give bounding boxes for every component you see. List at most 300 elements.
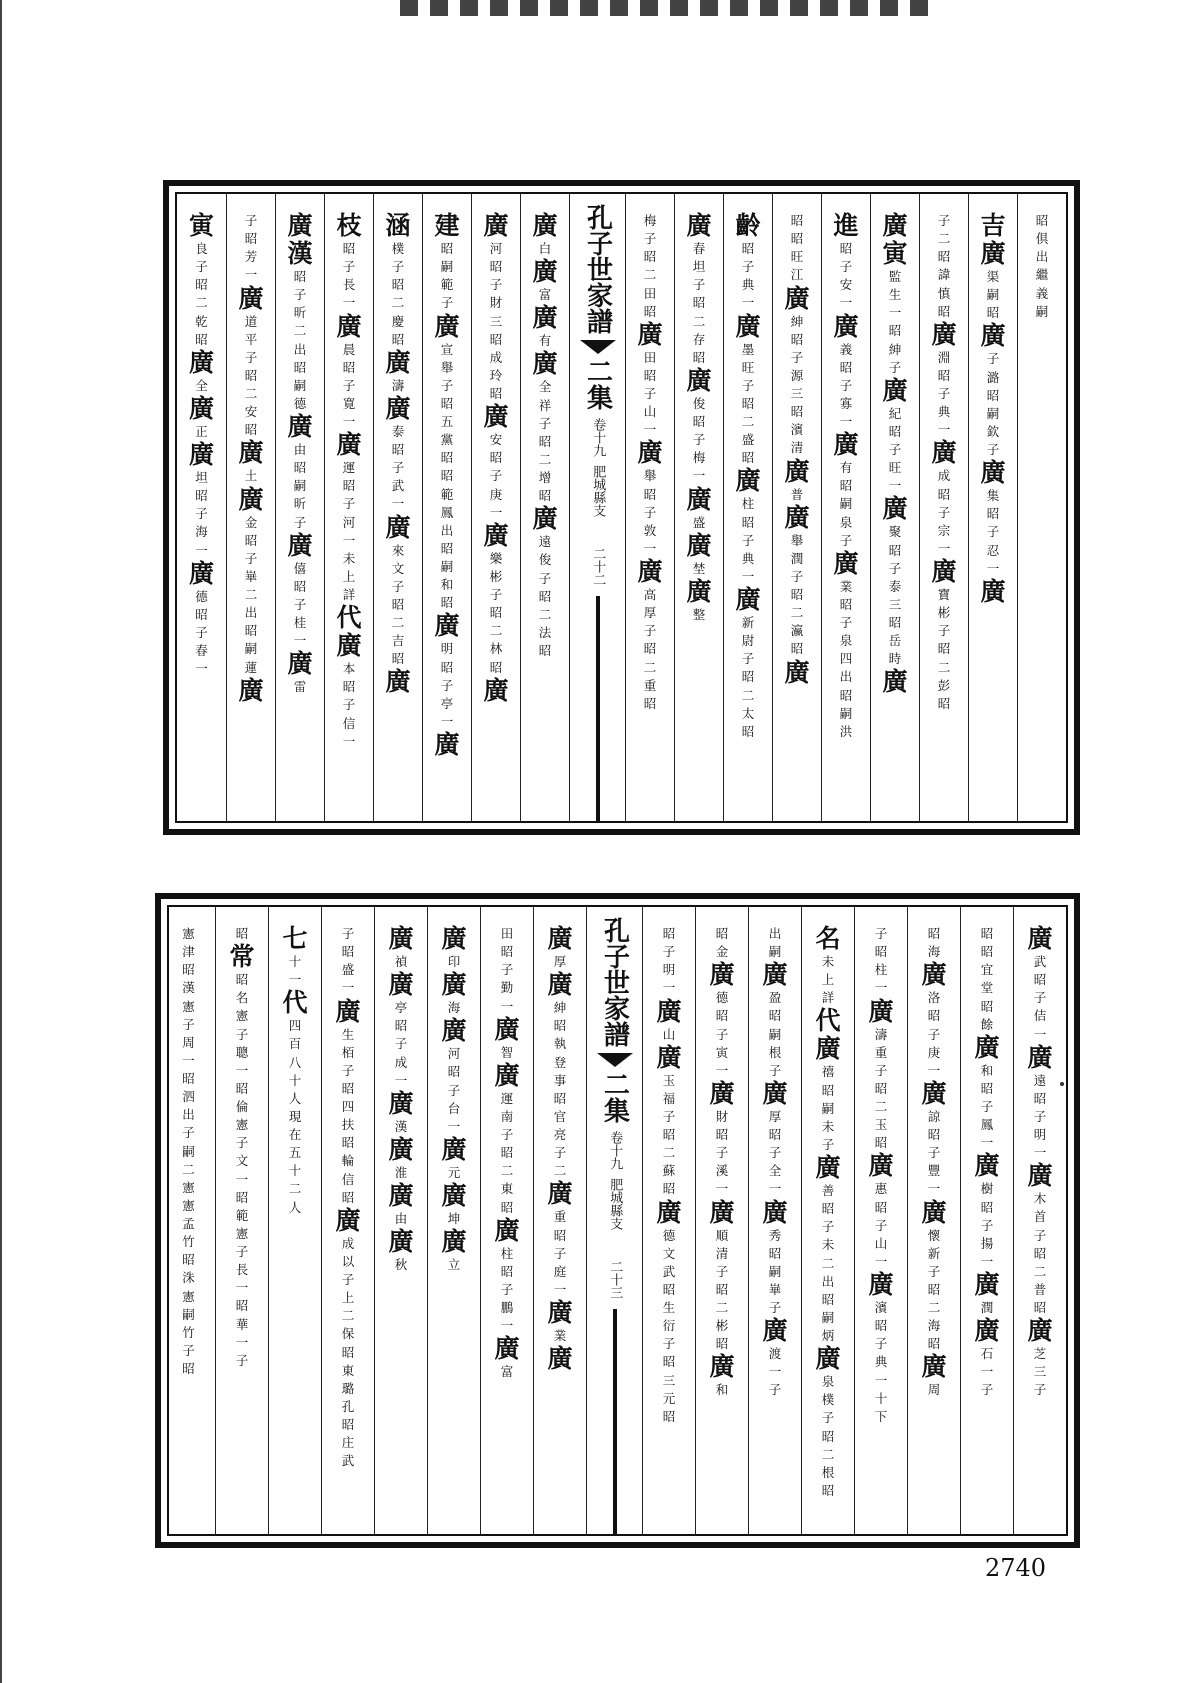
genealogy-char: 瀛 (790, 623, 804, 639)
genealogy-char: 子 (391, 578, 405, 594)
genealogy-char: 廣 (709, 1078, 735, 1108)
genealogy-char: 出 (293, 341, 307, 357)
genealogy-char: 昭 (489, 386, 503, 401)
genealogy-char: 子 (489, 587, 503, 602)
genealogy-char: 一 (235, 1334, 249, 1350)
genealogy-char: 一 (1033, 1145, 1047, 1161)
genealogy-char: 普 (790, 486, 804, 502)
genealogy-char: 子 (293, 287, 307, 303)
genealogy-char: 昭 (874, 944, 888, 960)
genealogy-char: 廣 (532, 303, 558, 333)
text-column (1013, 907, 1066, 1534)
text-column (625, 194, 674, 821)
genealogy-char: 昭 (927, 1008, 941, 1024)
genealogy-char: 二 (643, 659, 657, 675)
genealogy-char: 崋 (244, 568, 258, 584)
genealogy-char: 信 (341, 1171, 355, 1187)
genealogy-char: 昭 (821, 1201, 835, 1217)
genealogy-char: 子 (874, 1062, 888, 1078)
genealogy-char: 子 (937, 213, 951, 228)
genealogy-char: 子 (538, 415, 552, 431)
genealogy-char: 建 (434, 211, 460, 240)
genealogy-char: 昭 (341, 1135, 355, 1151)
genealogy-char: 重 (874, 1044, 888, 1060)
genealogy-char: 廣 (762, 1197, 788, 1227)
genealogy-char: 子 (927, 1263, 941, 1279)
genealogy-char: 嗣 (821, 1309, 835, 1325)
genealogy-char: 盛 (692, 514, 706, 530)
genealogy-char: 子 (1033, 990, 1047, 1006)
genealogy-char: 典 (741, 277, 755, 293)
genealogy-char: 三 (489, 313, 503, 329)
genealogy-char: 明 (1033, 1127, 1047, 1142)
genealogy-char: 遠 (538, 534, 552, 550)
text-column (215, 907, 268, 1534)
genealogy-char: 二 (821, 1446, 835, 1462)
genealogy-char: 上 (342, 568, 356, 584)
genealogy-char: 昭 (643, 695, 657, 711)
genealogy-char: 諱 (937, 267, 951, 283)
page-b-columns (169, 907, 1066, 1534)
genealogy-char: 未 (342, 550, 356, 566)
genealogy-char: 八 (288, 1054, 302, 1070)
genealogy-char: 坦 (692, 259, 706, 275)
genealogy-char: 子 (768, 1062, 782, 1078)
genealogy-char: 二 (391, 295, 405, 311)
genealogy-char: 盈 (768, 990, 782, 1006)
genealogy-char: 渡 (768, 1346, 782, 1362)
genealogy-char: 廣 (385, 667, 411, 697)
genealogy-char: 旺 (790, 249, 804, 265)
genealogy-char: 昭 (821, 1291, 835, 1307)
genealogy-char: 廣 (238, 438, 264, 468)
text-column (422, 194, 471, 821)
genealogy-char: 亮 (553, 1127, 567, 1142)
genealogy-char: 廣 (441, 1227, 467, 1257)
genealogy-char: 上 (821, 972, 835, 988)
genealogy-char: 昭 (293, 460, 307, 476)
genealogy-char: 昕 (293, 496, 307, 512)
genealogy-char: 昭 (927, 1336, 941, 1352)
genealogy-char: 業 (839, 578, 853, 594)
genealogy-char: 昭 (342, 478, 356, 494)
genealogy-char: 諒 (927, 1108, 941, 1124)
genealogy-char: 出 (182, 1107, 195, 1123)
genealogy-char: 廣 (1027, 924, 1053, 953)
genealogy-char: 廣 (483, 211, 509, 240)
genealogy-char: 子 (741, 651, 755, 667)
genealogy-char: 道 (244, 313, 258, 329)
genealogy-char: 山 (643, 404, 657, 420)
genealogy-char: 二 (244, 386, 258, 401)
text-column (373, 194, 422, 821)
genealogy-char: 廣 (434, 311, 460, 341)
genealogy-char: 金 (244, 514, 258, 530)
genealogy-char: 福 (662, 1090, 676, 1106)
genealogy-char: 寅 (188, 211, 214, 240)
genealogy-char: 廣 (686, 484, 712, 514)
genealogy-char: 文 (235, 1153, 249, 1169)
genealogy-char: 二 (341, 1308, 355, 1324)
genealogy-char: 和 (440, 577, 454, 593)
genealogy-char: 廣 (868, 1151, 894, 1181)
genealogy-char: 五 (440, 414, 454, 429)
genealogy-char: 子 (489, 277, 503, 293)
genealogy-char: 昭 (839, 241, 853, 256)
genealogy-char: 子 (874, 1336, 888, 1352)
genealogy-char: 出 (1035, 249, 1049, 265)
genealogy-char: 子 (741, 259, 755, 275)
genealogy-char: 來 (391, 542, 405, 558)
genealogy-char: 一 (244, 267, 258, 283)
genealogy-char: 昭 (692, 349, 706, 365)
genealogy-char: 四 (341, 1099, 355, 1114)
genealogy-char: 昭 (662, 1181, 676, 1197)
genealogy-char: 子 (1033, 1108, 1047, 1124)
genealogy-char: 昭 (839, 359, 853, 375)
genealogy-char: 廣 (868, 996, 894, 1026)
genealogy-char: 秋 (394, 1257, 408, 1273)
genealogy-char: 廣 (921, 1078, 947, 1108)
genealogy-char: 一 (235, 1062, 249, 1078)
genealogy-char: 坤 (447, 1211, 461, 1226)
genealogy-char: 昭 (643, 249, 657, 265)
fish-tail-marker (597, 1053, 633, 1067)
fish-tail-marker (580, 340, 616, 354)
genealogy-char: 泰 (391, 423, 405, 439)
genealogy-char: 昭 (500, 1145, 514, 1161)
genealogy-page-a (163, 180, 1080, 835)
genealogy-char: 舉 (790, 532, 804, 548)
genealogy-char: 一 (741, 295, 755, 311)
genealogy-char: 昭 (489, 331, 503, 347)
genealogy-char: 海 (195, 524, 208, 540)
genealogy-char: 昭 (715, 1008, 729, 1024)
genealogy-char: 一 (394, 1072, 408, 1088)
genealogy-char: 子 (927, 1026, 941, 1042)
genealogy-char: 一 (195, 661, 208, 677)
genealogy-char: 廣 (931, 438, 957, 468)
genealogy-char: 一 (489, 504, 503, 520)
genealogy-char: 嗣 (986, 405, 1000, 421)
genealogy-char: 立 (447, 1257, 461, 1273)
genealogy-char: 津 (182, 944, 195, 960)
genealogy-char: 子 (715, 1026, 729, 1042)
genealogy-char: 炳 (821, 1328, 835, 1343)
genealogy-char: 廣 (882, 375, 908, 405)
genealogy-char: 昭 (874, 1080, 888, 1096)
genealogy-char: 以 (341, 1253, 355, 1269)
text-column (772, 194, 821, 821)
genealogy-char: 廣 (483, 675, 509, 705)
genealogy-char: 泉 (839, 633, 853, 649)
genealogy-char: 泗 (182, 1089, 195, 1105)
genealogy-char: 廣 (385, 393, 411, 423)
genealogy-char: 吉 (391, 633, 405, 649)
genealogy-char: 法 (538, 624, 552, 640)
genealogy-char: 濤 (391, 377, 405, 393)
genealogy-char: 子 (342, 377, 356, 393)
text-column (968, 194, 1017, 821)
genealogy-char: 鳳 (980, 1117, 994, 1133)
genealogy-char: 子 (489, 468, 503, 484)
genealogy-char: 良 (195, 241, 208, 256)
genealogy-char: 廣 (287, 412, 313, 441)
genealogy-char: 子 (692, 432, 706, 448)
genealogy-char: 嗣 (293, 377, 307, 393)
genealogy-char: 土 (244, 468, 258, 484)
genealogy-char: 廣 (709, 1352, 735, 1382)
genealogy-char: 子 (662, 1336, 676, 1352)
text-column (177, 194, 226, 821)
genealogy-char: 憲 (235, 1008, 249, 1024)
genealogy-char: 三 (790, 386, 804, 401)
center-spine (586, 907, 642, 1534)
genealogy-char: 一 (500, 1318, 514, 1334)
genealogy-char: 廣 (335, 1205, 361, 1235)
genealogy-char: 倶 (1035, 231, 1049, 247)
genealogy-char: 南 (500, 1108, 514, 1124)
genealogy-char: 廣 (434, 730, 460, 759)
genealogy-char: 昭 (244, 532, 258, 548)
genealogy-char: 子 (986, 524, 1000, 540)
genealogy-char: 代 (282, 988, 308, 1018)
genealogy-char: 財 (489, 295, 503, 311)
genealogy-char: 憲 (182, 1288, 195, 1304)
genealogy-char: 一 (500, 998, 514, 1014)
genealogy-char: 旺 (888, 460, 902, 476)
genealogy-char: 昭 (986, 506, 1000, 522)
genealogy-char: 子 (342, 697, 356, 713)
genealogy-char: 子 (440, 295, 454, 311)
genealogy-char: 廣 (287, 211, 313, 240)
genealogy-char: 昭 (1033, 1245, 1047, 1261)
genealogy-char: 成 (394, 1054, 408, 1070)
genealogy-char: 未 (821, 954, 835, 969)
genealogy-char: 一 (874, 980, 888, 996)
genealogy-char: 嗣 (293, 478, 307, 494)
genealogy-char: 二 (937, 231, 951, 247)
genealogy-char: 人 (288, 1199, 302, 1215)
genealogy-char: 昭 (394, 1018, 408, 1034)
genealogy-char: 樸 (391, 241, 405, 256)
genealogy-char: 昭 (874, 1318, 888, 1334)
genealogy-char: 有 (839, 460, 853, 476)
genealogy-char: 廣 (388, 1088, 414, 1118)
genealogy-char: 木 (1033, 1191, 1047, 1207)
genealogy-char: 昭 (489, 605, 503, 621)
genealogy-char: 廣 (686, 576, 712, 606)
genealogy-char: 廣 (974, 1316, 1000, 1346)
genealogy-char: 昭 (235, 1189, 249, 1205)
genealogy-char: 昭 (741, 450, 755, 466)
juan-label: 卷十九 (590, 418, 606, 457)
genealogy-char: 廣 (637, 557, 663, 586)
text-column (821, 194, 870, 821)
genealogy-char: 昭 (662, 926, 676, 941)
genealogy-char: 惠 (874, 1181, 888, 1197)
genealogy-char: 武 (662, 1263, 676, 1279)
genealogy-char: 廣 (441, 1181, 467, 1210)
genealogy-char: 範 (440, 486, 454, 502)
genealogy-char: 亭 (394, 1000, 408, 1016)
genealogy-char: 廣 (532, 504, 558, 534)
genealogy-char: 昭 (391, 277, 405, 293)
genealogy-char: 子 (235, 1244, 249, 1259)
genealogy-char: 重 (643, 677, 657, 693)
genealogy-char: 栢 (341, 1044, 355, 1060)
genealogy-char: 廣 (686, 530, 712, 560)
genealogy-char: 昭 (662, 1127, 676, 1142)
genealogy-char: 桂 (293, 615, 307, 630)
genealogy-char: 昭 (440, 468, 454, 484)
genealogy-char: 河 (342, 514, 356, 530)
genealogy-char: 子 (553, 1145, 567, 1161)
genealogy-char: 一 (342, 295, 356, 311)
text-column (167, 907, 215, 1534)
genealogy-char: 一 (986, 560, 1000, 576)
genealogy-char: 進 (833, 211, 859, 240)
genealogy-char: 尉 (741, 633, 755, 649)
genealogy-char: 嗣 (1035, 303, 1049, 319)
genealogy-char: 昭 (195, 488, 208, 504)
genealogy-char: 安 (839, 277, 853, 293)
genealogy-char: 廣 (434, 611, 460, 641)
genealogy-char: 一 (927, 1181, 941, 1197)
genealogy-char: 昭 (980, 998, 994, 1014)
genealogy-char: 廣 (762, 960, 788, 990)
text-column (471, 194, 520, 821)
genealogy-char: 廣 (238, 675, 264, 705)
text-column (723, 194, 772, 821)
genealogy-char: 高 (643, 587, 657, 602)
text-column (275, 194, 324, 821)
genealogy-char: 子 (692, 277, 706, 293)
genealogy-char: 一 (888, 305, 902, 321)
genealogy-char: 子 (244, 349, 258, 365)
genealogy-char: 二 (553, 1163, 567, 1179)
genealogy-char: 十 (288, 1163, 302, 1179)
genealogy-char: 子 (768, 1382, 782, 1398)
genealogy-char: 洛 (927, 990, 941, 1006)
genealogy-char: 堂 (980, 980, 994, 996)
genealogy-char: 廣 (287, 530, 313, 560)
genealogy-char: 蘇 (662, 1163, 676, 1179)
genealogy-char: 人 (288, 1090, 302, 1106)
genealogy-char: 子 (980, 1217, 994, 1233)
genealogy-char: 樸 (821, 1392, 835, 1408)
folio-number: 二十二 (590, 547, 606, 586)
genealogy-char: 生 (341, 1026, 355, 1042)
genealogy-char: 二 (643, 267, 657, 283)
genealogy-char: 昭 (500, 1263, 514, 1279)
genealogy-char: 廣 (188, 393, 214, 423)
genealogy-char: 昭 (927, 1281, 941, 1297)
genealogy-char: 事 (553, 1072, 567, 1088)
genealogy-char: 昭 (538, 433, 552, 449)
genealogy-char: 全 (195, 377, 208, 393)
genealogy-char: 昭 (839, 478, 853, 494)
genealogy-char: 廣 (287, 649, 313, 679)
genealogy-char: 四 (288, 1018, 302, 1034)
genealogy-char: 昭 (662, 1354, 676, 1370)
folio-number: 二十三 (607, 1260, 623, 1299)
genealogy-char: 子 (937, 386, 951, 401)
genealogy-char: 岳 (888, 633, 902, 649)
genealogy-char: 廣 (656, 1042, 682, 1072)
genealogy-char: 昭 (821, 1082, 835, 1098)
genealogy-char: 義 (1035, 285, 1049, 301)
genealogy-char: 成 (489, 349, 503, 365)
genealogy-char: 子 (182, 1342, 195, 1358)
genealogy-char: 旺 (741, 359, 755, 375)
genealogy-char: 廣 (686, 211, 712, 240)
genealogy-char: 泉 (821, 1374, 835, 1390)
book-title: 孔子世家譜 (599, 917, 630, 1047)
genealogy-char: 鵬 (500, 1300, 514, 1315)
genealogy-char: 子 (341, 1272, 355, 1287)
genealogy-char: 子 (768, 1145, 782, 1161)
genealogy-char: 濱 (874, 1300, 888, 1315)
genealogy-char: 子 (235, 1026, 249, 1042)
genealogy-char: 憲 (182, 1197, 195, 1213)
genealogy-char: 典 (937, 404, 951, 420)
genealogy-char: 昭 (244, 231, 258, 247)
genealogy-char: 一 (643, 422, 657, 438)
genealogy-char: 林 (489, 641, 503, 657)
genealogy-char: 二 (937, 659, 951, 675)
genealogy-char: 元 (447, 1164, 461, 1180)
genealogy-char: 東 (500, 1181, 514, 1197)
genealogy-char: 昭 (643, 641, 657, 657)
genealogy-char: 憲 (235, 1225, 249, 1241)
text-column (533, 907, 586, 1534)
genealogy-char: 明 (440, 641, 454, 657)
genealogy-char: 三 (662, 1372, 676, 1388)
genealogy-char: 一 (874, 1253, 888, 1269)
genealogy-char: 子 (986, 442, 1000, 457)
genealogy-char: 二 (489, 623, 503, 639)
genealogy-char: 廣 (1027, 1042, 1053, 1072)
genealogy-char: 春 (692, 241, 706, 256)
genealogy-char: 廣 (1027, 1316, 1053, 1346)
genealogy-char: 子 (821, 1410, 835, 1426)
genealogy-char: 子 (741, 532, 755, 548)
genealogy-char: 廣 (656, 996, 682, 1026)
genealogy-char: 存 (692, 331, 706, 347)
genealogy-char: 坦 (195, 470, 208, 485)
page-number: 2740 (985, 1554, 1047, 1582)
genealogy-char: 子 (440, 677, 454, 693)
genealogy-char: 紳 (790, 313, 804, 329)
genealogy-char: 昭 (662, 1281, 676, 1297)
genealogy-char: 新 (927, 1245, 941, 1261)
genealogy-char: 廣 (974, 1151, 1000, 1181)
genealogy-char: 百 (288, 1036, 302, 1052)
genealogy-char: 昭 (937, 367, 951, 383)
text-column (854, 907, 907, 1534)
genealogy-char: 昭 (937, 249, 951, 265)
genealogy-char: 聚 (888, 524, 902, 540)
genealogy-char: 詳 (821, 990, 835, 1006)
genealogy-char: 孔 (341, 1398, 355, 1414)
genealogy-char: 廣 (784, 283, 810, 313)
genealogy-char: 出 (440, 522, 454, 538)
genealogy-char: 武 (341, 1453, 355, 1469)
text-column (520, 194, 569, 821)
genealogy-char: 子 (980, 1382, 994, 1398)
genealogy-page-b (155, 893, 1080, 1548)
